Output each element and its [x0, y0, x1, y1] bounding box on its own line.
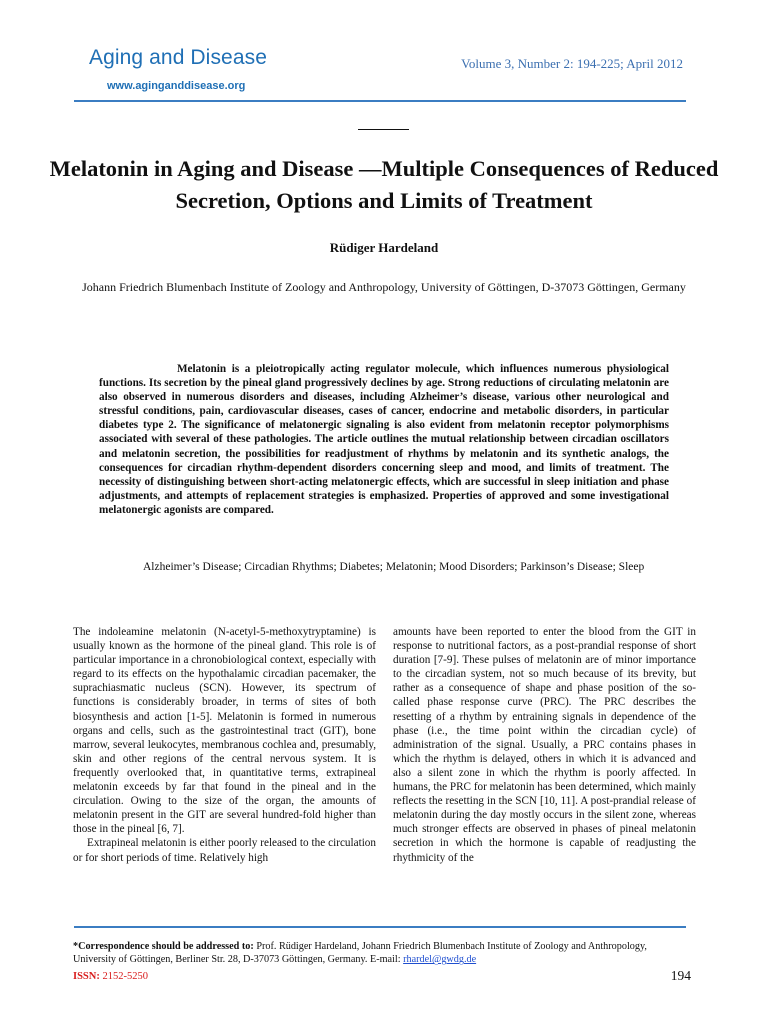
article-title: Melatonin in Aging and Disease —Multiple Consequences of Reduced Secretion, Options and Limits of Treatment	[49, 156, 719, 213]
article-author: Rüdiger Hardeland	[329, 240, 439, 255]
author-affiliation: Johann Friedrich Blumenbach Institute of Zoology and Anthropology, University of Göttingen, D-37073 Göttingen, Germany	[82, 280, 686, 294]
correspondence-text: Prof. Rüdiger Hardeland, Johann Friedrich Blumenbach Institute of Zoology and Anthropology, University of Göttingen, Berliner Str. 28, D-37073 Göttingen, Germany. E-mail:	[73, 941, 647, 966]
journal-url[interactable]: www.aginganddisease.org	[107, 80, 246, 92]
issn-label: ISSN:	[73, 971, 100, 982]
header-divider	[74, 100, 686, 102]
journal-name: Aging and Disease	[89, 46, 267, 69]
footer-divider	[74, 926, 686, 928]
issn-value: 2152-5250	[99, 971, 148, 982]
abstract: Melatonin is a pleiotropically acting regulator molecule, which influences numerous physiological functions. Its secretion by the pineal gland progressively declines by age. Strong reductions of circulating melatonin are also observed in numerous disorders and diseases, including Alzheimer’s disease, various other neurological and stressful conditions, pain, cardiovascular diseases, cases of cancer, endocrine and metabolic disorders, in particular diabetes type 2. The significance of melatonergic signaling is also evident from melatonin receptor polymorphisms associated with several of these pathologies. The article outlines the mutual relationship between circadian oscillators and melatonin secretion, the possibilities for readjustment of rhythms by melatonin and its synthetic analogs, the consequences for circadian rhythm-dependent disorders concerning sleep and mood, and limits of treatment. The necessity of distinguishing between short-acting melatonergic effects, which are successful in sleep initiation and phase adjustments, and attempts of replacement strategies is emphasized. Properties of approved and some investigational melatonergic agonists are compared.	[99, 363, 669, 516]
paragraph: The indoleamine melatonin (N-acetyl-5-methoxytryptamine) is usually known as the hormone of the pineal gland. This role is of particular importance in a chronobiological context, especially with regard to its effects on the hypothalamic circadian pacemaker, the suprachiasmatic nucleus (SCN). However, its spectrum of functions is considerably broader, in terms of sites of both biosynthesis and action [1-5]. Melatonin is formed in numerous organs and cells, such as the gastrointestinal tract (GIT), bone marrow, several leukocytes, membranous cochlea and, presumably, skin and other regions of the central nervous system. It is frequently overlooked that, in quantitative terms, extrapineal melatonin exceeds by far that found in the pineal and in the circulation. Owing to the size of the organ, the amounts of melatonin present in the GIT are several hundred-fold higher than those in the pineal [6, 7].	[73, 626, 376, 836]
page-number: 194	[670, 968, 691, 983]
paragraph: amounts have been reported to enter the blood from the GIT in response to nutritional factors, as a post-prandial response of short duration [7-9]. These pulses of melatonin are of minor importance to the circadian system, not so much because of its brevity, but rather as a consequence of shape and phase position of the so-called phase response curve (PRC). The PRC describes the resetting of a rhythm by entraining signals in dependence of the phase (i.e., the time point within the circadian cycle) of administration of the signal. Usually, a PRC contains phases in which the rhythm is delayed, others in which it is advanced and also a silent zone in which the rhythm is poorly affected. In humans, the PRC for melatonin has been determined, which mainly reflects the resetting in the SCN [10, 11]. A post-prandial release of melatonin during the day mostly occurs in the silent zone, whereas much stronger effects are observed in phases of pineal melatonin secretion in which the hormone is capable of readjusting the rhythmicity of the	[393, 626, 696, 864]
email-link[interactable]: rhardel@gwdg.de	[403, 954, 477, 966]
correspondence-label: *Correspondence should be addressed to:	[73, 941, 254, 952]
body-column-right	[393, 625, 696, 865]
volume-info: Volume 3, Number 2: 194-225; April 2012	[461, 56, 683, 71]
keywords: Alzheimer’s Disease; Circadian Rhythms; Diabetes; Melatonin; Mood Disorders; Parkinson’s Disease; Sleep	[143, 561, 645, 573]
paragraph: Extrapineal melatonin is either poorly released to the circulation or for short periods of time. Relatively high	[73, 837, 376, 864]
issn	[73, 971, 148, 982]
title-separator	[358, 129, 409, 130]
body-column-left	[73, 625, 376, 865]
correspondence-note	[73, 940, 673, 967]
